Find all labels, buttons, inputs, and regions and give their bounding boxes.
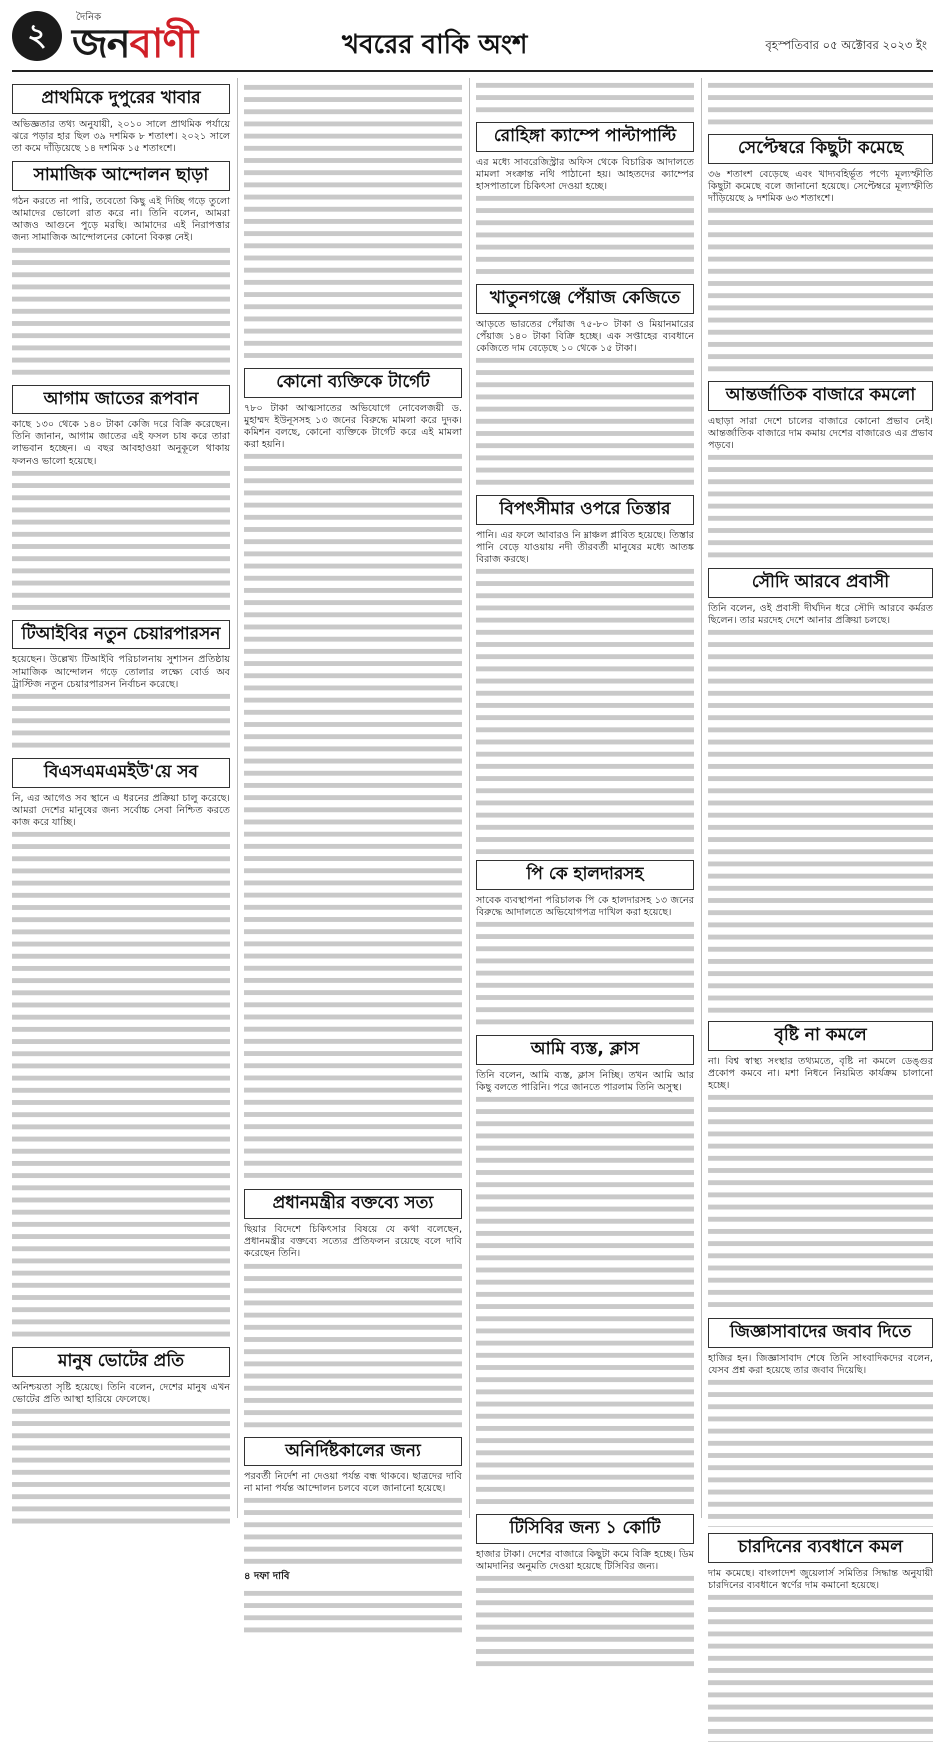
- story-rain: [708, 1021, 933, 1312]
- headline: অনির্দিষ্টকালের জন্য: [244, 1437, 462, 1467]
- story-gold: [708, 1533, 933, 1742]
- masthead-rule: [12, 70, 933, 72]
- logo-prefix: দৈনিক: [76, 12, 102, 23]
- text-lines: [12, 1406, 230, 1526]
- headline: টিসিবির জন্য ১ কোটি: [476, 1514, 694, 1544]
- section-title: খবরের বাকি অংশ: [342, 30, 528, 60]
- headline: আমি ব্যস্ত, ক্লাস: [476, 1035, 694, 1065]
- text-lines: [708, 80, 933, 128]
- story-bsmmu: [12, 758, 230, 1341]
- text-lines: [244, 82, 462, 362]
- story-variety: [12, 385, 230, 614]
- story-tcb: [476, 1514, 694, 1669]
- text-lines: [476, 80, 694, 116]
- story-intl: [708, 381, 933, 562]
- text-lines: [12, 691, 230, 752]
- story-text: হাজার টাকা। দেশের বাজারে কিছুটা কমে বিক্রি হচ্ছে। ডিম আমদানির অনুমতি দেওয়া হয়েছে টিসিবির জন্য।: [476, 1548, 694, 1573]
- headline: প্রধানমন্ত্রীর বক্তব্যে সত্য: [244, 1189, 462, 1219]
- story-social: [12, 161, 230, 378]
- headline: বিপৎসীমার ওপরে তিস্তার: [476, 495, 694, 525]
- story-target: [244, 368, 462, 1183]
- story-text: আড়তে ভারতের পেঁয়াজ ৭৫-৮০ টাকা ও মিয়ানমারের পেঁয়াজ ১৪০ টাকা বিক্রি হচ্ছে। এক সপ্তাহের ব্যবধানে কেজিতে দাম বেড়েছে ১০ থেকে ১৫ টাকা।: [476, 318, 694, 355]
- text-lines: [708, 1377, 933, 1527]
- text-lines: [476, 566, 694, 854]
- issue-date: বৃহস্পতিবার ০৫ অক্টোবর ২০২৩ ইং: [765, 38, 927, 52]
- story-subhead: ৪ দফা দাবি: [244, 1571, 290, 1583]
- story-tib: [12, 620, 230, 752]
- text-lines: [476, 1573, 694, 1669]
- story-sept: [708, 134, 933, 375]
- text-lines: [244, 1261, 462, 1431]
- story-text: এর মধ্যে সাবরেজিস্ট্রার অফিস থেকে বিচারিক আদালতে মামলা সংক্রান্ত নথি পাঠানো হয়। আহতদের ক্যাম্পের হাসপাতালে চিকিৎসা দেওয়া হচ্ছে।: [476, 156, 694, 192]
- text-lines: [708, 1092, 933, 1312]
- headline: চারদিনের ব্যবধানে কমল: [708, 1533, 933, 1563]
- headline: আন্তর্জাতিক বাজারে কমলো: [708, 381, 933, 411]
- page-number-badge: ২: [12, 11, 62, 61]
- headline: সৌদি আরবে প্রবাসী: [708, 568, 933, 598]
- headline: রোহিঙ্গা ক্যাম্পে পাল্টাপাল্টি: [476, 122, 694, 152]
- story-teesta: [476, 495, 694, 854]
- story-onion: [476, 284, 694, 489]
- headline: বৃষ্টি না কমলে: [708, 1021, 933, 1051]
- column-2: [244, 78, 462, 1583]
- logo-part-1: জন: [72, 21, 130, 67]
- story-pk: [476, 860, 694, 1029]
- story-text: তিনি বলেন, আমি ব্যস্ত, ক্লাস নিচ্ছি। তখন আমি আর কিছু বলতে পারিনি। পরে জানতে পারলাম তিনি অসুস্থ।: [476, 1069, 694, 1094]
- headline: মানুষ ভোটের প্রতি: [12, 1347, 230, 1377]
- headline: পি কে হালদারসহ: [476, 860, 694, 890]
- text-lines: [244, 451, 462, 1183]
- column-divider: [237, 78, 238, 1518]
- story-jig: [708, 1318, 933, 1527]
- text-lines: [708, 1592, 933, 1742]
- text-lines: [476, 355, 694, 489]
- story-text: পানি। এর ফলে আবারও নি ম্নাঞ্চল প্লাবিত হয়েছে। তিস্তার পানি বেড়ে যাওয়ায় নদী তীরবর্তী মানুষের মধ্যে আতঙ্ক বিরাজ করছে।: [476, 529, 694, 566]
- story-text: দাম কমেছে। বাংলাদেশ জুয়েলার্স সমিতির সিদ্ধান্ত অনুযায়ী চারদিনের ব্যবধানে স্বর্ণের দাম কমানো হয়েছে।: [708, 1567, 933, 1592]
- text-lines: [476, 1094, 694, 1508]
- text-lines: [476, 193, 694, 278]
- text-lines: [12, 829, 230, 1341]
- story-text: না। বিশ্ব স্বাস্থ্য সংস্থার তথ্যমতে, বৃষ্টি না কমলে ডেঙ্গুর প্রকোপ কমবে না। মশা নিধনে নিয়মিত কার্যক্রম চালানো হচ্ছে।: [708, 1055, 933, 1092]
- story-text: অভিজ্ঞতার তথ্য অনুযায়ী, ২০১০ সালে প্রাথমিক পর্যায়ে ঝরে পড়ার হার ছিল ৩৯ দশমিক ৮ শতাংশ। ২০২১ সালে তা কমে দাঁড়িয়েছে ১৪ দশমিক ১৫ শতাংশে।: [12, 118, 230, 154]
- headline: বিএসএমএমইউ'য়ে সব: [12, 758, 230, 788]
- headline: সেপ্টেম্বরে কিছুটা কমেছে: [708, 134, 933, 164]
- text-lines: [708, 627, 933, 1015]
- headline: আগাম জাতের রূপবান: [12, 385, 230, 415]
- story-text: গঠন করতে না পারি, তবেতো কিছু এই দিচ্ছি গড়ে তুলো আমাদের ভোলো রাত করে না। তিনি বলেন, আমরা আজও আগুনে পুড়ে মরছি। আমাদের এই নিরাপত্তার জন্য সামাজিক আন্দোলনের কোনো বিকল্প নেই।: [12, 195, 230, 244]
- story-indefinite: [244, 1437, 462, 1637]
- story-text: কাছে ১৩০ থেকে ১৪০ টাকা কেজি দরে বিক্রি করেছেন। তিনি জানান, আগাম জাতের এই ফসল চাষ করে তারা লাভবান হচ্ছেন। এ বছর আবহাওয়া অনুকূলে থাকায় ফলনও ভালো হয়েছে।: [12, 419, 230, 467]
- column-divider: [701, 78, 702, 1518]
- masthead: [12, 8, 933, 68]
- story-text: ৭৮০ টাকা আত্মসাতের অভিযোগে নোবেলজয়ী ড. মুহাম্মদ ইউনূসসহ ১৩ জনের বিরুদ্ধে মামলা করে দুদক। কমিশন বলছে, কোনো ব্যক্তিকে টার্গেট করে এই মামলা করা হয়নি।: [244, 402, 462, 451]
- story-text: হয়েছেন। উল্লেখ্য টিআইবি পরিচালনায় সুশাসন প্রতিষ্ঠায় সামাজিক আন্দোলন গড়ে তোলার লক্ষ্যে বোর্ড অব ট্রাস্টিজ নতুন চেয়ারপারসন নির্বাচন করেছে।: [12, 654, 230, 690]
- headline: সামাজিক আন্দোলন ছাড়া: [12, 161, 230, 191]
- story-voter: [12, 1347, 230, 1526]
- story-text: নি, এর আগেও সব স্থানে এ ধরনের প্রক্রিয়া চালু করেছে। আমরা দেশের মানুষের জন্য সর্বোচ্চ সেবা নিশ্চিত করতে কাজ করে যাচ্ছি।: [12, 792, 230, 828]
- text-lines: [244, 1588, 462, 1636]
- headline: খাতুনগঞ্জে পেঁয়াজ কেজিতে: [476, 284, 694, 314]
- column-divider: [469, 78, 470, 1518]
- logo-wordmark: [72, 12, 197, 79]
- headline: প্রাথমিকে দুপুরের খাবার: [12, 84, 230, 114]
- headline: টিআইবির নতুন চেয়ারপারসন: [12, 620, 230, 650]
- story-rohingya: [476, 122, 694, 278]
- column-3: [476, 78, 694, 1573]
- text-lines: [244, 1495, 462, 1567]
- text-lines: [708, 205, 933, 375]
- story-busy: [476, 1035, 694, 1508]
- column-1: [12, 78, 230, 1518]
- story-text: ৩৬ শতাংশ বেড়েছে এবং খাদ্যবহির্ভূত পণ্যে মূল্যস্ফীতি কিছুটা কমেছে বলে জানানো হয়েছে। সেপ্টেম্বরে মূল্যস্ফীতি দাঁড়িয়েছে ৯ দশমিক ৬৩ শতাংশে।: [708, 168, 933, 204]
- story-text: হাজির হন। জিজ্ঞাসাবাদ শেষে তিনি সাংবাদিকদের বলেন, যেসব প্রশ্ন করা হয়েছে তার জবাব দিয়েছি।: [708, 1352, 933, 1377]
- story-pm: [244, 1189, 462, 1430]
- headline: কোনো ব্যক্তিকে টার্গেট: [244, 368, 462, 398]
- story-text: এছাড়া সারা দেশে চালের বাজারে কোনো প্রভাব নেই। আন্তর্জাতিক বাজারে দাম কমায় দেশের বাজারেও এর প্রভাব পড়বে।: [708, 415, 933, 452]
- headline: জিজ্ঞাসাবাদের জবাব দিতে: [708, 1318, 933, 1348]
- story-text: পরবর্তী নির্দেশ না দেওয়া পর্যন্ত বন্ধ থাকবে। ছাত্রদের দাবি না মানা পর্যন্ত আন্দোলন চলবে বলে জানানো হয়েছে।: [244, 1471, 462, 1495]
- text-lines: [12, 468, 230, 614]
- story-text: তিনি বলেন, ওই প্রবাসী দীর্ঘদিন ধরে সৌদি আরবে কর্মরত ছিলেন। তার মরদেহ দেশে আনার প্রক্রিয়া চলছে।: [708, 602, 933, 627]
- story-saudi: [708, 568, 933, 1015]
- story-text: ছিয়ার বিদেশে চিকিৎসার বিষয়ে যে কথা বলেছেন, প্রধানমন্ত্রীর বক্তব্যে সত্যের প্রতিফলন রয়েছে বলে দাবি করেছেন তিনি।: [244, 1223, 462, 1260]
- story-lunch: [12, 84, 230, 155]
- newspaper-logo: [68, 8, 258, 66]
- column-4: [708, 78, 933, 1592]
- logo-part-2: বাণী: [129, 21, 198, 67]
- text-lines: [12, 245, 230, 379]
- story-text: অনিশ্চয়তা সৃষ্টি হয়েছে। তিনি বলেন, দেশের মানুষ এখন ভোটের প্রতি আস্থা হারিয়ে ফেলেছে।: [12, 1381, 230, 1405]
- text-lines: [476, 919, 694, 1029]
- story-text: সাবেক ব্যবস্থাপনা পরিচালক পি কে হালদারসহ ১৩ জনের বিরুদ্ধে আদালতে অভিযোগপত্র দাখিল করা হয়েছে।: [476, 895, 694, 919]
- text-lines: [708, 452, 933, 562]
